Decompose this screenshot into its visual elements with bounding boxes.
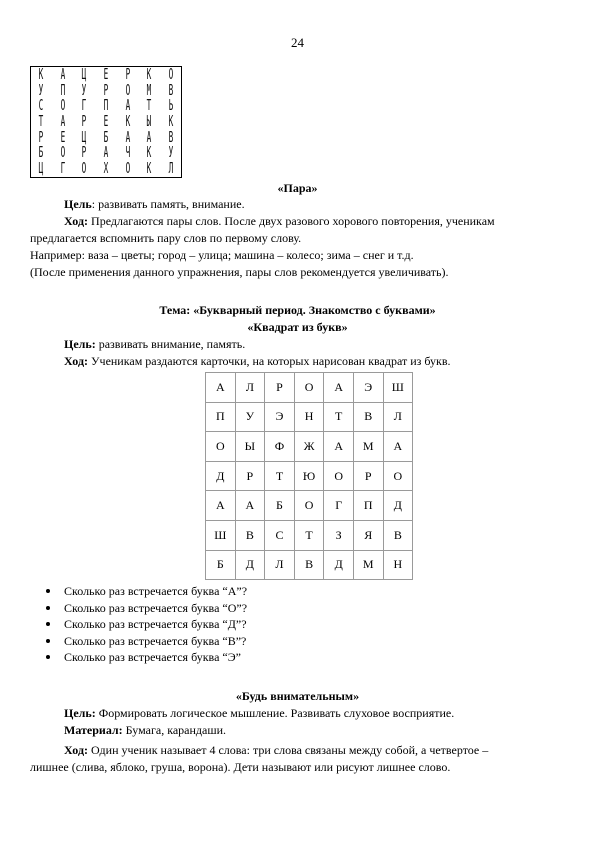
grid-row (34, 115, 178, 131)
grid-letter: О (81, 160, 87, 178)
grid-letter: Ц (38, 160, 44, 178)
grid-letter: К (38, 66, 44, 84)
goal-label: Цель (64, 197, 92, 211)
square-cell: М (353, 550, 383, 580)
square-cell: Ш (383, 373, 413, 403)
grid-letter: Г (81, 97, 87, 115)
grid-letter: Ц (81, 66, 87, 84)
question-text: Сколько раз встречается буква “А”? (64, 584, 248, 598)
attentive-move-cont: лишнее (слива, яблоко, груша, ворона). Дети называют или рисуют лишнее слово. (30, 760, 451, 774)
grid-letter: Б (38, 144, 44, 162)
square-cell: А (324, 432, 354, 462)
bullet-icon (46, 639, 50, 643)
square-cell: Г (324, 491, 354, 521)
square-cell: Л (235, 373, 265, 403)
question-text: Сколько раз встречается буква “В”? (64, 633, 247, 648)
grid-letter: А (125, 97, 130, 115)
goal-text: развивать внимание, память. (95, 337, 246, 351)
grid-letter: О (60, 97, 65, 115)
square-cell: Ф (265, 432, 295, 462)
square-cell: В (235, 520, 265, 550)
square-cell: О (324, 461, 354, 491)
square-cell: А (235, 491, 265, 521)
grid-letter: О (168, 66, 174, 84)
square-cell: Н (383, 550, 413, 580)
attentive-material (64, 722, 226, 738)
bullet-icon (46, 622, 50, 626)
square-cell: Я (353, 520, 383, 550)
grid-letter: О (125, 160, 130, 178)
square-cell: Ы (235, 432, 265, 462)
square-cell: А (206, 491, 236, 521)
grid-letter: В (168, 129, 174, 147)
material-label: Материал: (64, 723, 123, 737)
table-row (206, 491, 413, 521)
table-row (206, 461, 413, 491)
square-cell: А (206, 373, 236, 403)
table-row (206, 402, 413, 432)
square-cell: Д (324, 550, 354, 580)
letter-grid-puzzle (30, 66, 182, 178)
table-row (206, 432, 413, 462)
grid-letter: Г (60, 160, 65, 178)
move-label: Ход: (64, 214, 89, 228)
grid-letter: Р (125, 66, 130, 84)
list-item (41, 616, 247, 633)
square-cell: Р (265, 373, 295, 403)
grid-letter: Ц (81, 129, 87, 147)
table-row (206, 550, 413, 580)
question-text: Сколько раз встречается буква “Э” (64, 650, 241, 664)
goal-label: Цель: (64, 706, 96, 720)
grid-letter: Ч (125, 144, 130, 162)
square-cell: Б (265, 491, 295, 521)
grid-letter: А (60, 113, 65, 131)
square-cell: Л (265, 550, 295, 580)
square-goal (64, 336, 245, 352)
grid-letter: К (125, 113, 130, 131)
grid-letter: Ь (168, 97, 174, 115)
square-cell: У (235, 402, 265, 432)
grid-letter: С (38, 97, 44, 115)
para-note: (После применения данного упражнения, пары слов рекомендуется увеличивать). (30, 265, 449, 279)
square-cell: Т (324, 402, 354, 432)
grid-letter: А (60, 66, 65, 84)
move-text: Предлагаются пары слов. После двух разового хорового повторения, ученикам (88, 214, 495, 228)
table-row (206, 520, 413, 550)
square-cell: Т (265, 461, 295, 491)
para-move-cont: предлагается вспомнить пару слов по первому слову. (30, 231, 302, 245)
grid-letter: У (38, 82, 44, 100)
square-cell: Р (353, 461, 383, 491)
grid-letter: К (146, 160, 152, 178)
attentive-move (64, 742, 488, 758)
grid-letter: Е (60, 129, 65, 147)
grid-letter: О (125, 82, 130, 100)
list-item (41, 600, 247, 617)
square-cell: М (353, 432, 383, 462)
square-cell: Р (235, 461, 265, 491)
para-move (64, 213, 495, 229)
square-cell: Ж (294, 432, 324, 462)
square-cell: Т (294, 520, 324, 550)
square-cell: В (383, 520, 413, 550)
grid-letter: К (168, 113, 174, 131)
grid-letter: Л (168, 160, 174, 178)
attentive-goal (64, 705, 454, 721)
grid-letter: Р (81, 113, 87, 131)
question-text: Сколько раз встречается буква “О”? (64, 600, 248, 615)
move-text: Ученикам раздаются карточки, на которых нарисован квадрат из букв. (88, 354, 451, 368)
square-cell: Ю (294, 461, 324, 491)
page-number: 24 (291, 35, 304, 50)
grid-letter: А (146, 129, 152, 147)
bullet-icon (46, 606, 50, 610)
grid-letter: Ы (146, 113, 152, 131)
move-text: Один ученик называет 4 слова: три слова связаны между собой, а четвертое – (88, 743, 489, 757)
square-cell: Э (265, 402, 295, 432)
grid-letter: Р (103, 82, 109, 100)
square-cell: Б (206, 550, 236, 580)
square-cell: Д (206, 461, 236, 491)
grid-letter: Т (38, 113, 44, 131)
square-cell: Ш (206, 520, 236, 550)
material-text: Бумага, карандаши. (122, 723, 227, 737)
letter-square-table (205, 372, 413, 580)
grid-letter: А (103, 144, 109, 162)
grid-letter: Е (103, 66, 109, 84)
grid-letter: Р (38, 129, 44, 147)
grid-letter: П (103, 97, 109, 115)
grid-letter: Т (146, 97, 152, 115)
square-cell: Д (235, 550, 265, 580)
section-title-attentive: «Будь внимательным» (235, 689, 360, 703)
grid-letter: Х (103, 160, 109, 178)
grid-letter: К (146, 144, 152, 162)
grid-letter: В (168, 82, 174, 100)
grid-letter: Е (103, 113, 109, 131)
square-move (64, 353, 451, 369)
goal-label: Цель: (64, 337, 96, 351)
square-cell: А (324, 373, 354, 403)
grid-letter: А (125, 129, 130, 147)
list-item (41, 649, 247, 666)
question-list (41, 583, 247, 666)
square-cell: О (294, 491, 324, 521)
square-cell: В (353, 402, 383, 432)
square-cell: Д (383, 491, 413, 521)
grid-letter: О (60, 144, 65, 162)
table-row (206, 373, 413, 403)
square-cell: Л (383, 402, 413, 432)
list-item (41, 633, 247, 650)
grid-letter: К (146, 66, 152, 84)
grid-row (34, 162, 178, 178)
grid-letter: М (146, 82, 152, 100)
square-cell: Э (353, 373, 383, 403)
square-cell: П (353, 491, 383, 521)
list-item (41, 583, 247, 600)
goal-text: : развивать память, внимание. (91, 197, 245, 211)
grid-row (34, 68, 178, 84)
square-cell: Н (294, 402, 324, 432)
bullet-icon (46, 589, 50, 593)
grid-letter: Б (103, 129, 109, 147)
square-cell: С (265, 520, 295, 550)
move-label: Ход: (64, 354, 89, 368)
para-example: Например: ваза – цветы; город – улица; машина – колесо; зима – снег и т.д. (30, 248, 414, 262)
square-cell: О (206, 432, 236, 462)
square-cell: П (206, 402, 236, 432)
square-cell: З (324, 520, 354, 550)
para-goal (64, 196, 245, 212)
grid-letter: У (168, 144, 174, 162)
bullet-icon (46, 655, 50, 659)
square-cell: В (294, 550, 324, 580)
question-text: Сколько раз встречается буква “Д”? (64, 617, 247, 631)
square-cell: О (383, 461, 413, 491)
section-title-square: «Квадрат из букв» (247, 320, 348, 334)
square-cell: О (294, 373, 324, 403)
square-cell: А (383, 432, 413, 462)
goal-text: Формировать логическое мышление. Развивать слуховое восприятие. (95, 706, 455, 720)
grid-letter: П (60, 82, 65, 100)
section-title-para: «Пара» (277, 181, 318, 195)
move-label: Ход: (64, 743, 89, 757)
grid-letter: Р (81, 144, 87, 162)
grid-letter: У (81, 82, 87, 100)
theme-title: Тема: «Букварный период. Знакомство с буквами» (159, 303, 436, 317)
